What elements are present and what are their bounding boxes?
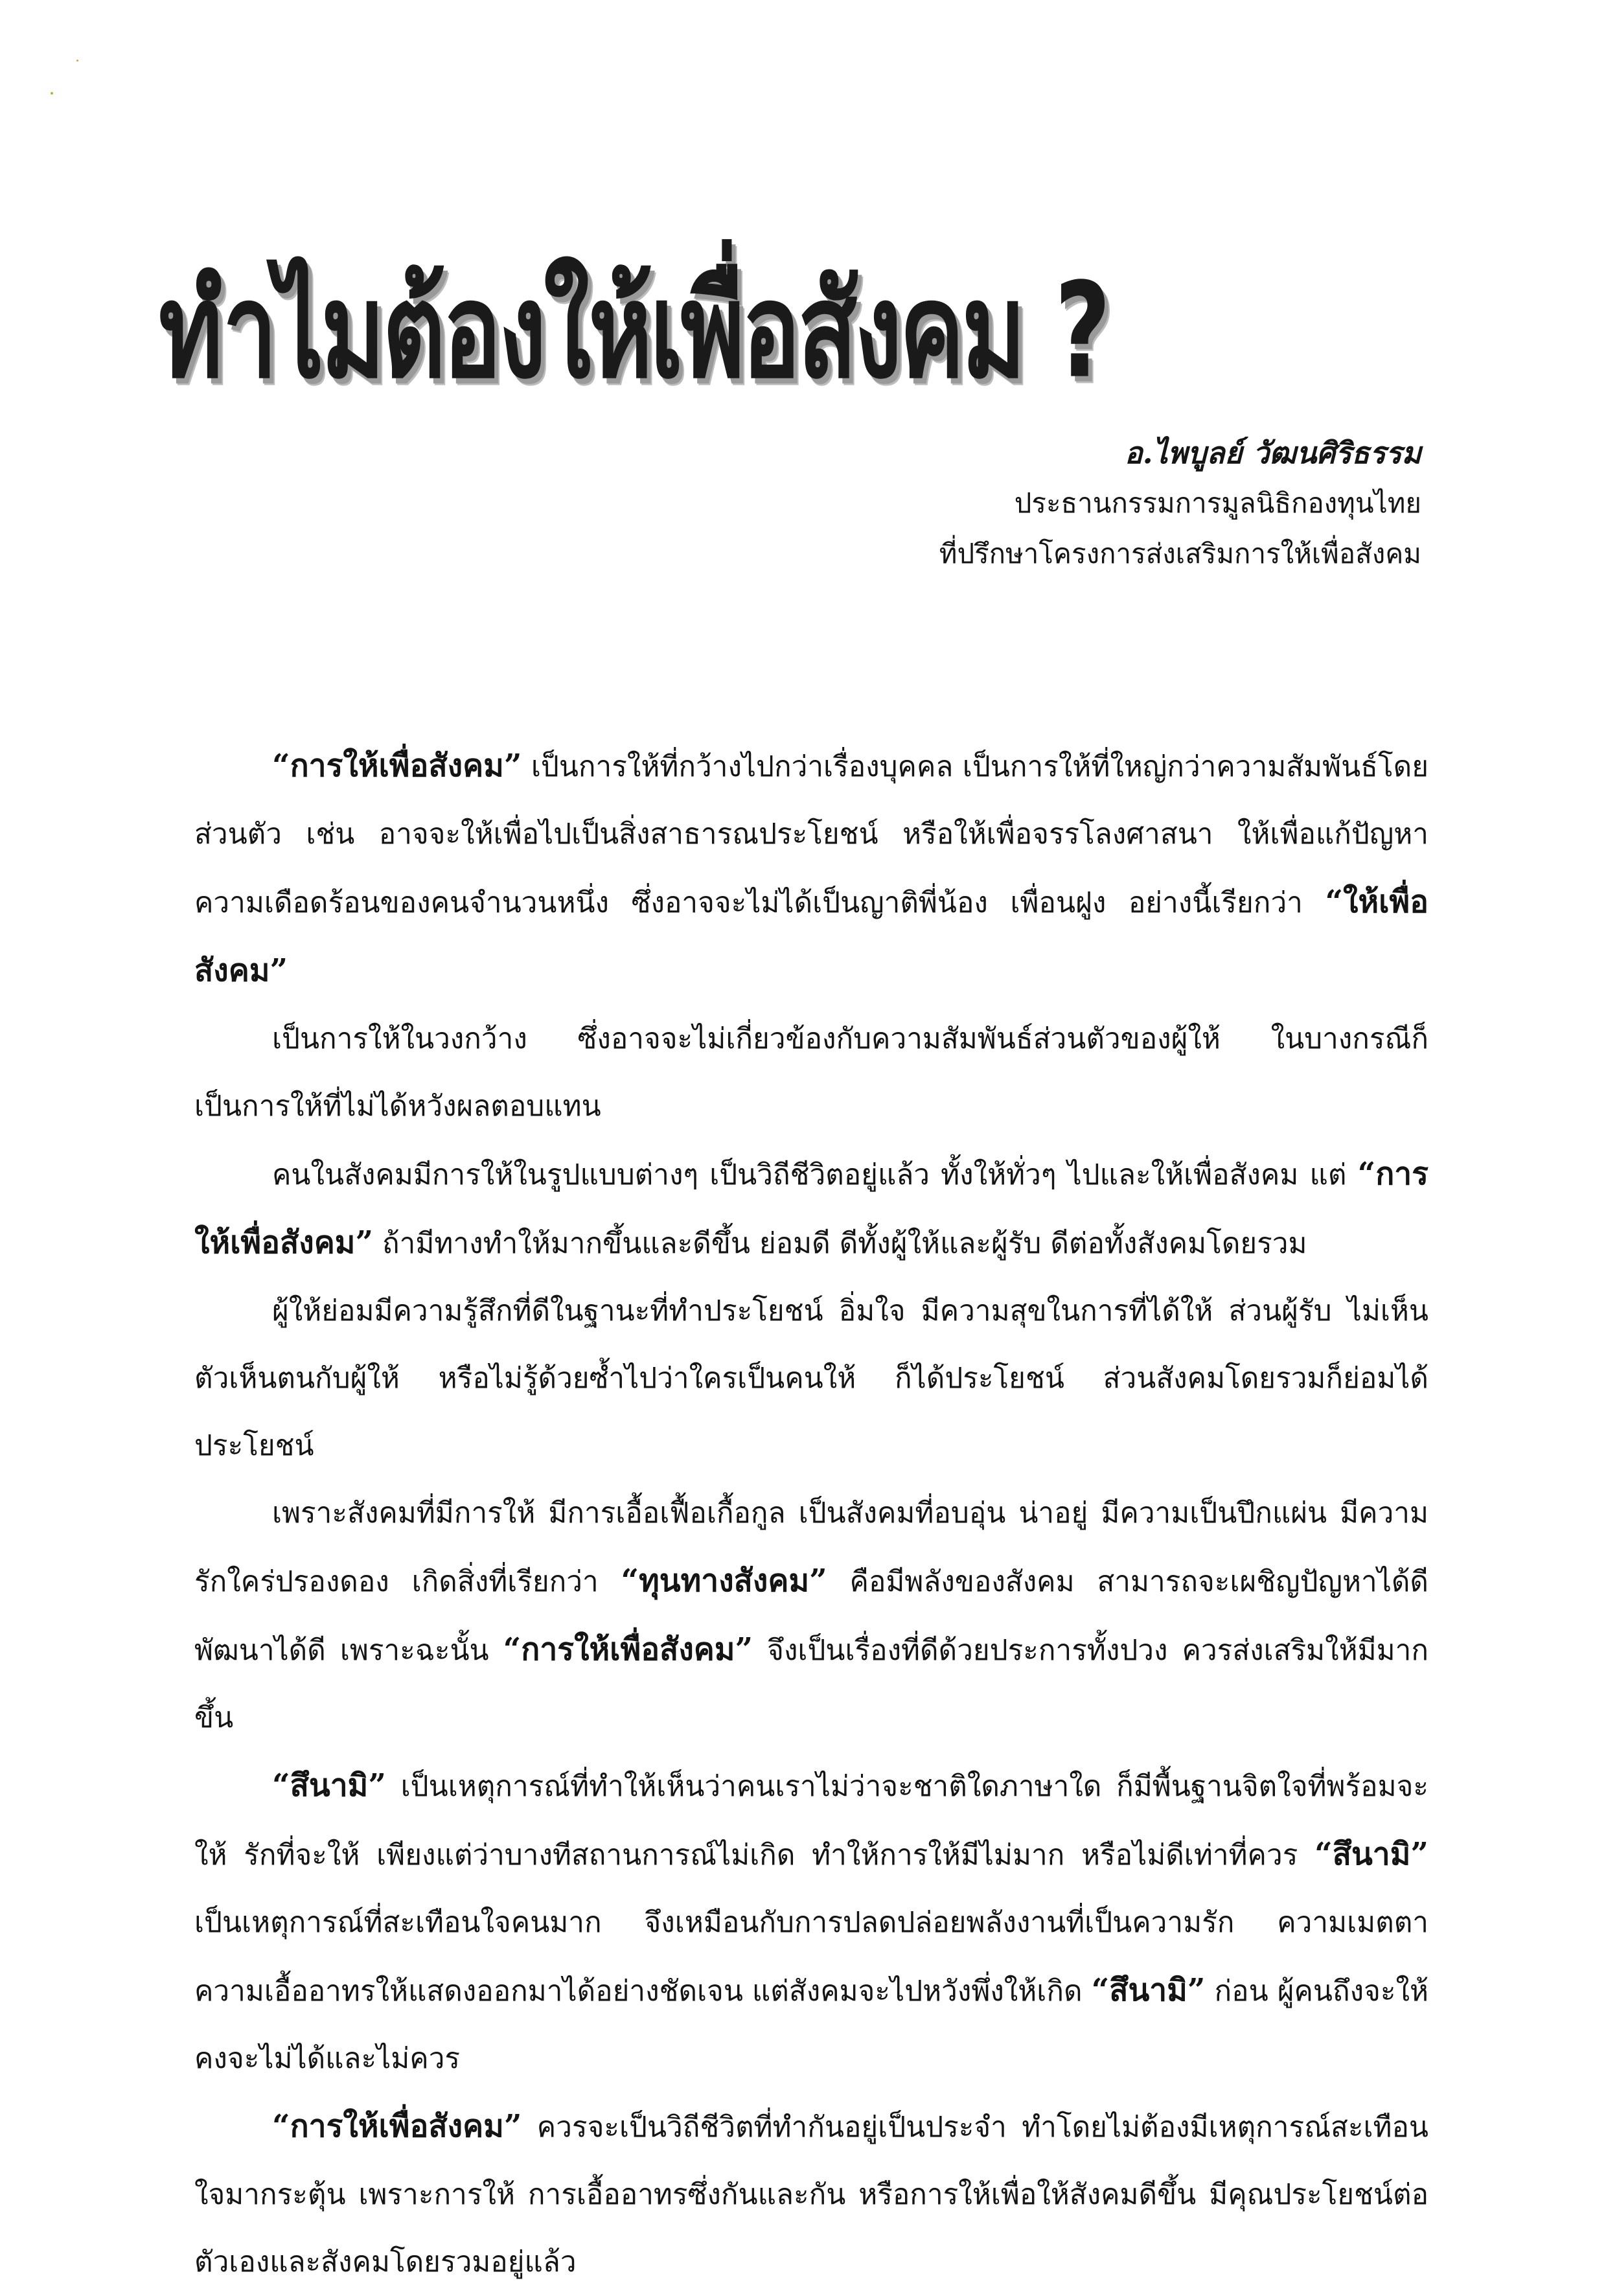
paragraph	[194, 2093, 1428, 2296]
bold-term: “ให้เพื่อสังคม”	[194, 884, 1428, 989]
paragraph	[194, 1278, 1428, 1480]
bold-term: “สึนามิ”	[272, 1767, 386, 1804]
author-role: ที่ปรึกษาโครงการส่งเสริมการให้เพื่อสังคม	[939, 538, 1421, 569]
bold-term: “ทุนทางสังคม”	[621, 1563, 827, 1599]
paragraph-text: เป็นการให้ในวงกว้าง ซึ่งอาจจะไม่เกี่ยวข้องกับความสัมพันธ์ส่วนตัวของผู้ให้ ในบางกรณีก็เป็นการให้ที่ไม่ได้หวังผลตอบแทน	[194, 1022, 1428, 1123]
author-role: ประธานกรรมการมูลนิธิกองทุนไทย	[1014, 487, 1421, 519]
byline	[644, 428, 1421, 579]
paragraph	[194, 732, 1428, 1005]
document-body	[194, 732, 1428, 2296]
document-title: ทำไมต้องให้เพื่อสังคม ?	[159, 255, 1108, 408]
scan-speck	[51, 92, 53, 95]
author-name: อ.ไพบูลย์ วัฒนศิริธรรม	[1124, 435, 1421, 470]
paragraph-text: เพราะสังคมที่มีการให้ มีการเอื้อเฟื้อเกื้อกูล เป็นสังคมที่อบอุ่น น่าอยู่ มีความเป็นปึกแผ่น มีความรักใคร่ปรองดอง เกิดสิ่งที่เรียกว่า	[194, 1497, 1428, 1598]
bold-term: “การให้เพื่อสังคม”	[194, 1156, 1428, 1261]
paragraph-text: เป็นเหตุการณ์ที่ทำให้เห็นว่าคนเราไม่ว่าจะชาติใดภาษาใด ก็มีพื้นฐานจิตใจที่พร้อมจะให้ รักที่จะให้ เพียงแต่ว่าบางทีสถานการณ์ไม่เกิด ทำให้การให้มีไม่มาก หรือไม่ดีเท่าที่ควร	[194, 1770, 1428, 1872]
paragraph	[194, 1480, 1428, 1752]
bold-term: “การให้เพื่อสังคม”	[272, 748, 522, 784]
paragraph-text: เป็นการให้ที่กว้างไปกว่าเรื่องบุคคล เป็นการให้ที่ใหญ่กว่าความสัมพันธ์โดยส่วนตัว เช่น อาจจะให้เพื่อไปเป็นสิ่งสาธารณประโยชน์ หรือให้เพื่อจรรโลงศาสนา ให้เพื่อแก้ปัญหาความเดือดร้อนของคนจำนวนหนึ่ง ซึ่งอาจจะไม่ได้เป็นญาติพี่น้อง เพื่อนฝูง อย่างนี้เรียกว่า	[194, 750, 1428, 919]
bold-term: “สึนามิ”	[1091, 1972, 1206, 2008]
scan-speck	[76, 60, 78, 62]
bold-term: “การให้เพื่อสังคม”	[503, 1631, 753, 1668]
paragraph	[194, 1140, 1428, 1278]
paragraph	[194, 1752, 1428, 2093]
paragraph-text: ผู้ให้ย่อมมีความรู้สึกที่ดีในฐานะที่ทำประโยชน์ อิ่มใจ มีความสุขในการที่ได้ให้ ส่วนผู้รับ ไม่เห็นตัวเห็นตนกับผู้ให้ หรือไม่รู้ด้วยซ้ำไปว่าใครเป็นคนให้ ก็ได้ประโยชน์ ส่วนสังคมโดยรวมก็ย่อมได้ประโยชน์	[194, 1294, 1428, 1462]
bold-term: “สึนามิ”	[1314, 1836, 1428, 1872]
paragraph-text: คนในสังคมมีการให้ในรูปแบบต่างๆ เป็นวิถีชีวิตอยู่แล้ว ทั้งให้ทั่วๆ ไปและให้เพื่อสังคม แต่	[272, 1158, 1358, 1191]
paragraph-text: ก่อน ผู้คนถึงจะให้ คงจะไม่ได้และไม่ควร	[194, 1975, 1429, 2075]
bold-term: “การให้เพื่อสังคม”	[272, 2108, 522, 2144]
paragraph	[194, 1005, 1428, 1140]
paragraph-text: ควรจะเป็นวิถีชีวิตที่ทำกันอยู่เป็นประจำ ทำโดยไม่ต้องมีเหตุการณ์สะเทือนใจมากระตุ้น เพราะการให้ การเอื้ออาทรซึ่งกันและกัน หรือการให้เพื่อให้สังคมดีขึ้น มีคุณประโยชน์ต่อตัวเองและสังคมโดยรวมอยู่แล้ว	[194, 2111, 1428, 2279]
paragraph-text: เป็นเหตุการณ์ที่สะเทือนใจคนมาก จึงเหมือนกับการปลดปล่อยพลังงานที่เป็นความรัก ความเมตตา ความเอื้ออาทรให้แสดงออกมาได้อย่างชัดเจน แต่สังคมจะไปหวังพึ่งให้เกิด	[194, 1906, 1428, 2008]
paragraph-text: จึงเป็นเรื่องที่ดีด้วยประการทั้งปวง ควรส่งเสริมให้มีมากขึ้น	[194, 1634, 1429, 1734]
paragraph-text: คือมีพลังของสังคม สามารถจะเผชิญปัญหาได้ดี พัฒนาได้ดี เพราะฉะนั้น	[194, 1565, 1428, 1667]
paragraph-text: ถ้ามีทางทำให้มากขึ้นและดีขึ้น ย่อมดี ดีทั้งผู้ให้และผู้รับ ดีต่อทั้งสังคมโดยรวม	[373, 1227, 1307, 1260]
